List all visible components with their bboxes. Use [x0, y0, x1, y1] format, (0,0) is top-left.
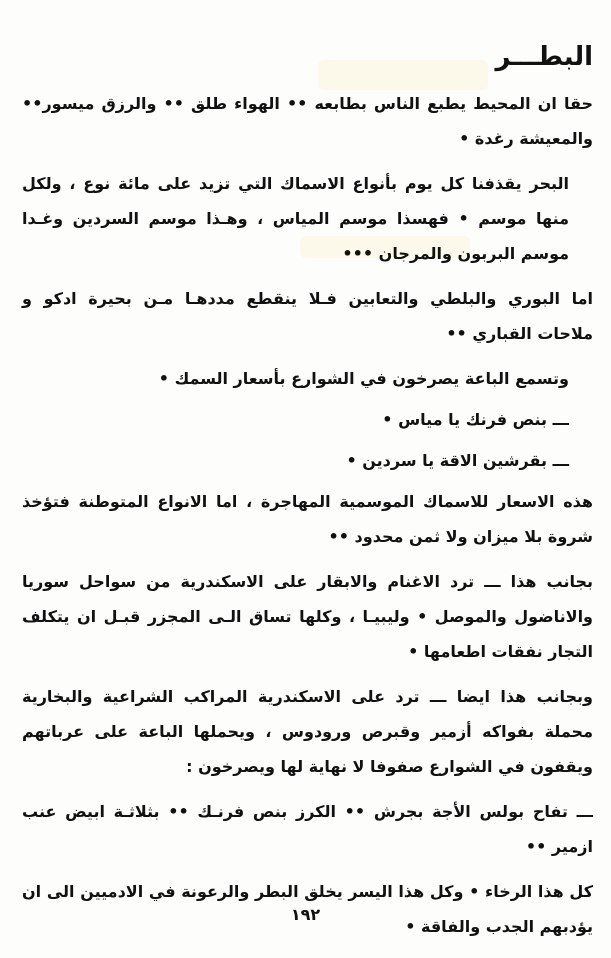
paragraph: وبجانب هذا ايضا ـــ ترد على الاسكندرية المراكب الشراعية والبخارية محملة بفواكه أزمير وقبرص ورودوس ، ويحملها الباعة على عرباتهم ويقفون في الشوارع صفوفا لا نهاية لها ويصرخون :: [22, 687, 593, 776]
paragraph: بجانب هذا ـــ ترد الاغنام والابقار على الاسكندرية من سواحل سوريا والاناضول والموصل • وليبيـا ، وكلها تساق الـى المجزر قبـل ان يتكلف التجار نفقات اطعامها •: [22, 572, 593, 661]
paragraph: هذه الاسعار للاسماك الموسمية المهاجرة ، اما الانواع المتوطنة فتؤخذ شروة بلا ميزان ولا ثمن محدود ••: [22, 492, 593, 546]
paragraph: اما البوري والبلطي والتعابين فـلا ينقطع مددهـا مـن بحيرة ادكو و ملاحات القباري ••: [22, 289, 593, 343]
body-text: [22, 86, 593, 954]
paragraph: وتسمع الباعة يصرخون في الشوارع بأسعار السمك •: [158, 369, 569, 388]
paragraph: كل هذا الرخاء • وكل هذا اليسر يخلق البطر والرعونة في الادميين الى ان يؤدبهم الجدب والفاقة •: [22, 882, 593, 936]
paragraph: البحر يقذفنا كل يوم بأنواع الاسماك التي تزيد على مائة نوع ، ولكل منها موسم • فهسذا موسم المياس ، وهـذا موسم السردين وغـدا موسم البربون والمرجان •••: [22, 174, 569, 263]
dialogue-line: ـــ بقرشين الاقة يا سردين •: [346, 451, 569, 470]
paragraph: حقا ان المحيط يطبع الناس بطابعه •• الهواء طلق •• والرزق ميسور•• والمعيشة رغدة •: [22, 94, 593, 148]
dialogue-line: ـــ بنص فرنك يا مياس •: [382, 410, 569, 429]
page-number: ١٩٢: [290, 905, 321, 924]
page-title: البطـــر: [495, 42, 593, 72]
dialogue-line: ـــ تفاح بولس الأجة بجرش •• الكرز بنص فرنـك •• بثلاثـة ابيض عنب ازمير ••: [22, 802, 593, 856]
